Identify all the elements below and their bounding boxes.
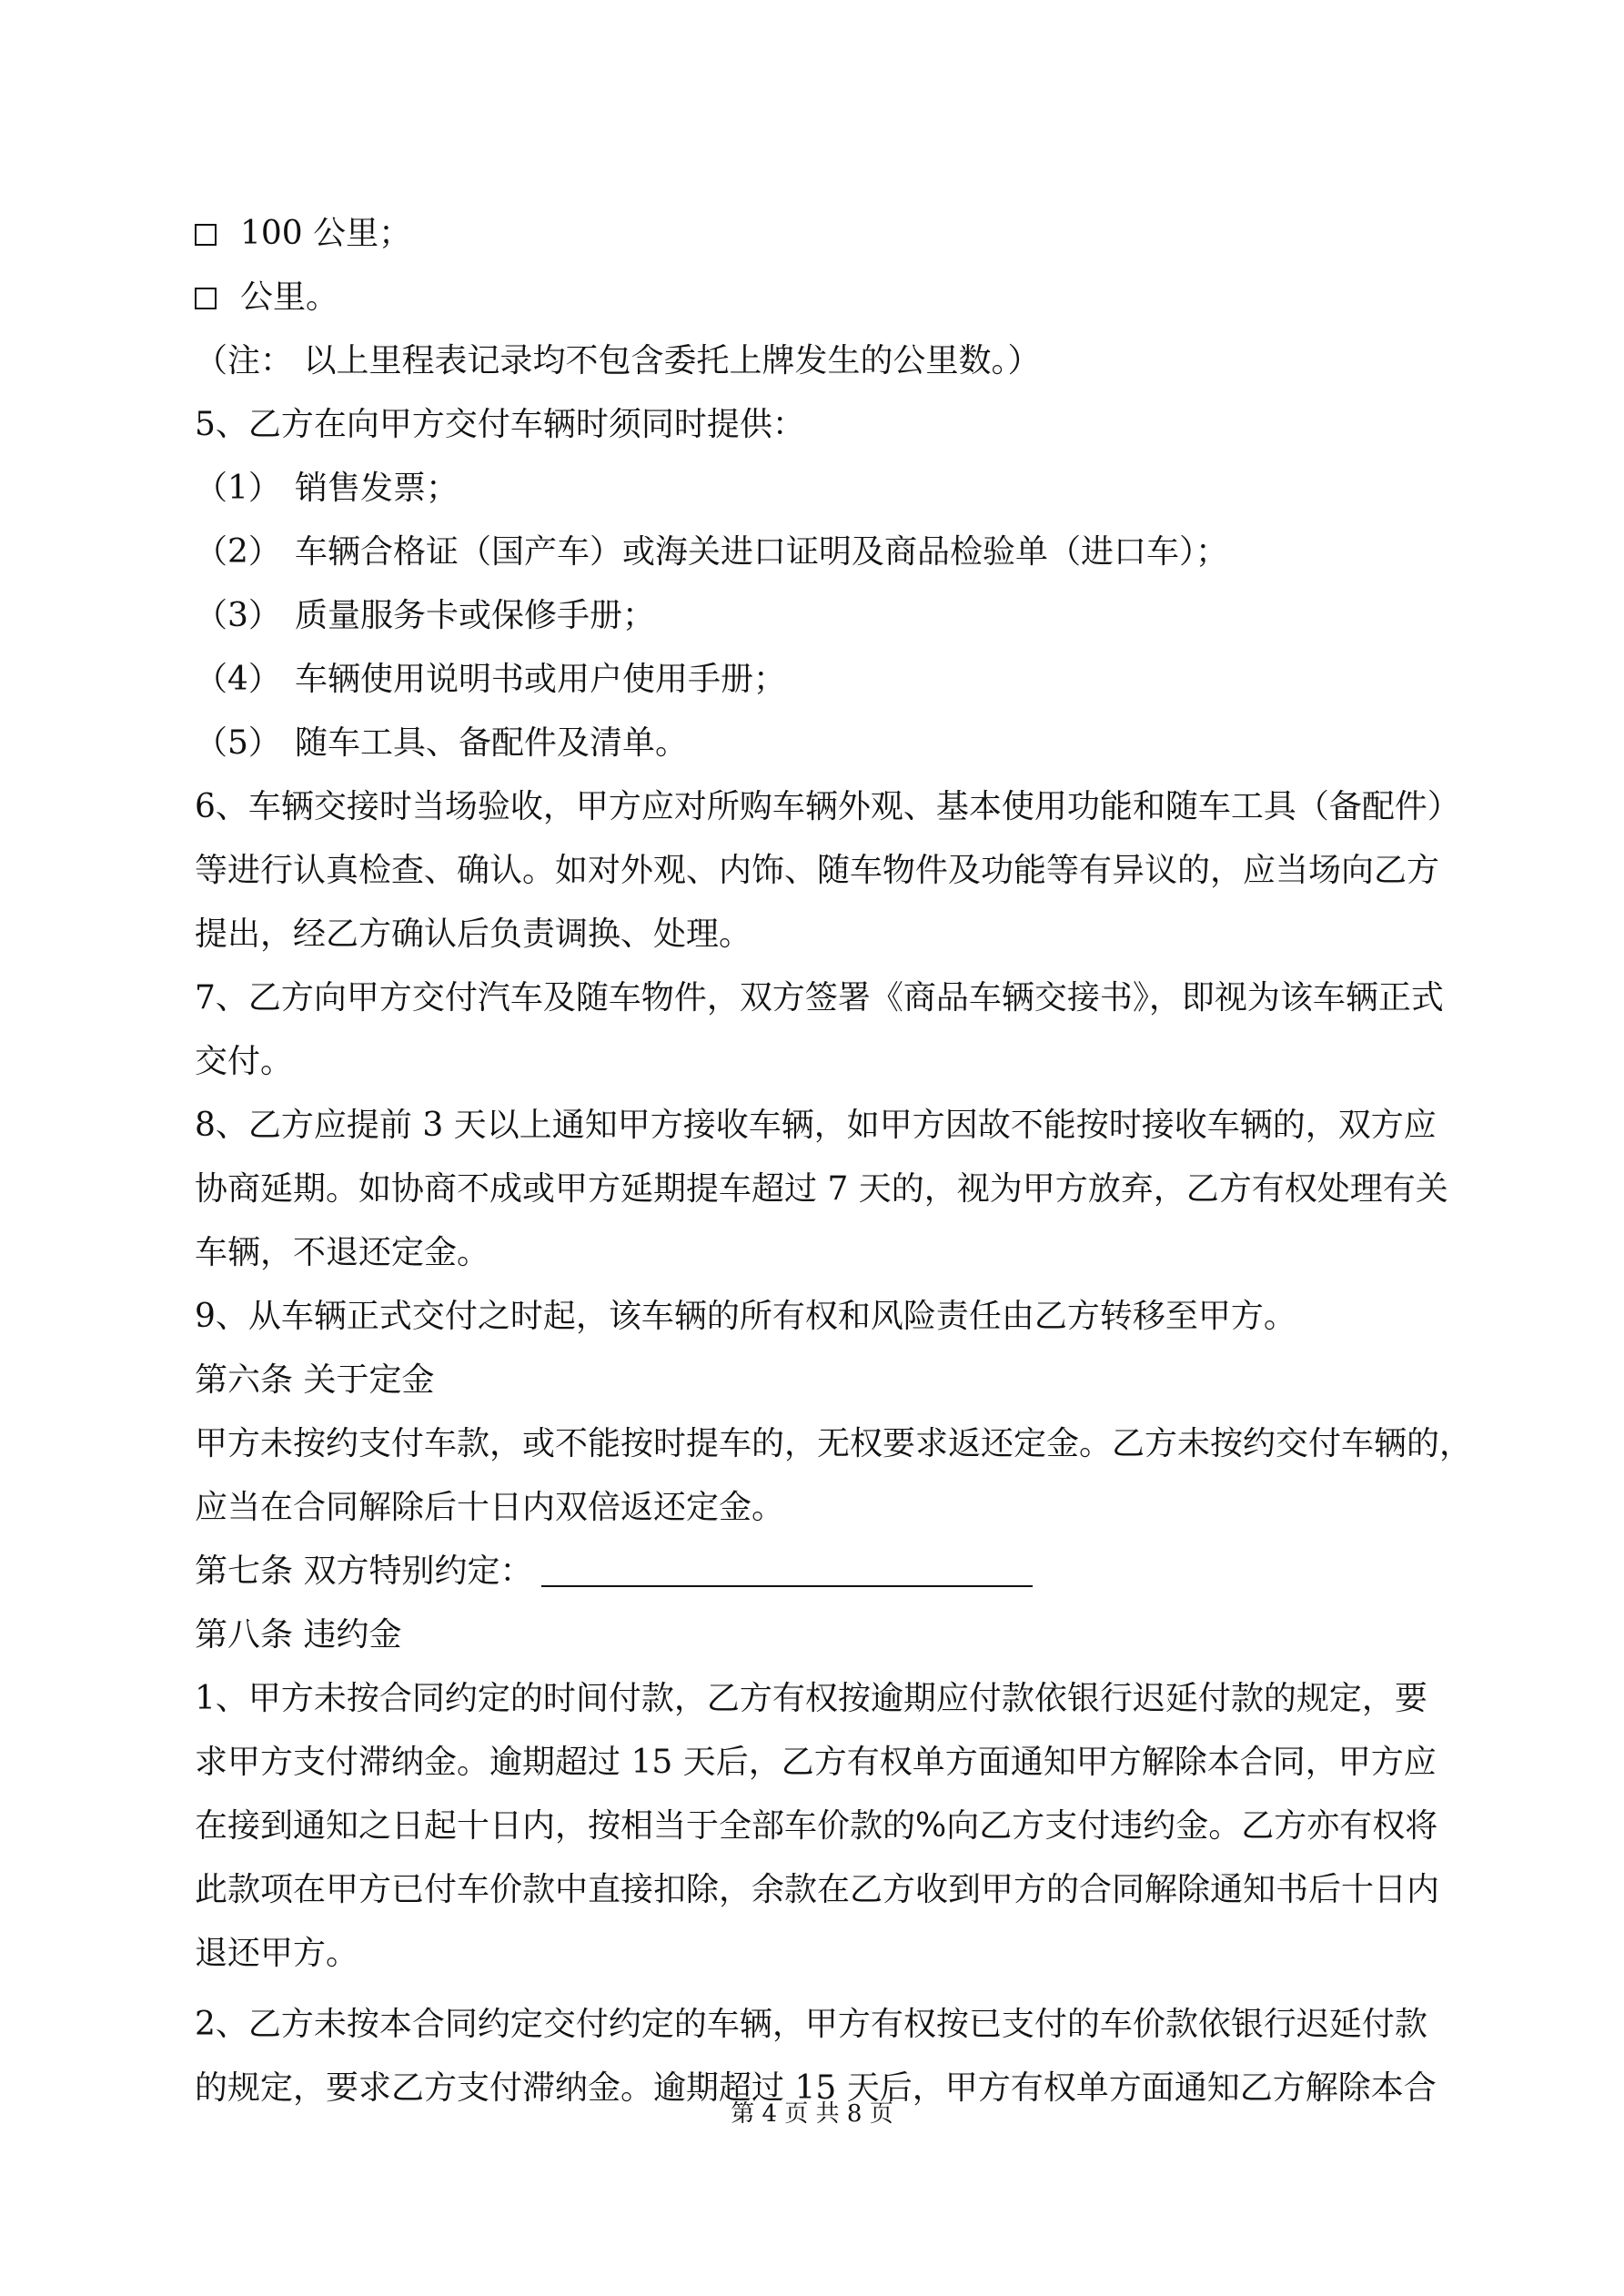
clause-5-intro: 5、乙方在向甲方交付车辆时须同时提供： <box>195 406 805 443</box>
clause-5-item: （5） 随车工具、备配件及清单。 <box>195 724 689 762</box>
article-8-paragraph-2: 2、乙方未按本合同约定交付约定的车辆，甲方有权按已支付的车价款依银行迟延付款 的规定，要求乙方支付滞纳金。逾期超过 15 天后，甲方有权单方面通知乙方解除本合 <box>195 2006 1437 2107</box>
mileage-option-2: 公里。 <box>195 266 1441 329</box>
clause-8: 8、乙方应提前 3 天以上通知甲方接收车辆，如甲方因故不能按时接收车辆的，双方应 协商延期。如协商不成或甲方延期提车超过 7 天的，视为甲方放弃，乙方有权处理有关 车辆，不退还定金。 <box>195 1107 1448 1271</box>
mileage-note: （注： 以上里程表记录均不包含委托上牌发生的公里数。） <box>195 342 1041 379</box>
article-6-title: 第六条 关于定金 <box>195 1361 435 1399</box>
clause-6: 6、车辆交接时当场验收，甲方应对所购车辆外观、基本使用功能和随车工具（备配件） 等进行认真检查、确认。如对外观、内饰、随车物件及功能等有异议的，应当场向乙方 提出，经乙方确认后负责调换、处理。 <box>195 788 1460 953</box>
page-number-footer: 第 4 页 共 8 页 <box>731 2100 893 2128</box>
article-7-title: 第七条 双方特别约定： <box>195 1540 1441 1603</box>
clause-5-item: （4） 车辆使用说明书或用户使用手册； <box>195 661 787 698</box>
clause-9: 9、从车辆正式交付之时起，该车辆的所有权和风险责任由乙方转移至甲方。 <box>195 1298 1296 1335</box>
mileage-option-1: 100 公里； <box>195 202 1441 266</box>
clause-5-item: （3） 质量服务卡或保修手册； <box>195 597 656 634</box>
checkbox-icon[interactable] <box>195 224 217 246</box>
special-agreement-blank[interactable] <box>541 1549 1033 1587</box>
article-8-title: 第八条 违约金 <box>195 1616 402 1654</box>
clause-5-item: （1） 销售发票； <box>195 470 459 507</box>
article-6-body: 甲方未按约支付车款，或不能按时提车的，无权要求返还定金。乙方未按约交付车辆的， 应当在合同解除后十日内双倍返还定金。 <box>195 1425 1473 1526</box>
page-content <box>195 202 1473 2120</box>
clause-5-item: （2） 车辆合格证（国产车）或海关进口证明及商品检验单（进口车）； <box>195 533 1229 571</box>
checkbox-icon[interactable] <box>195 288 217 309</box>
clause-7: 7、乙方向甲方交付汽车及随车物件，双方签署《商品车辆交接书》，即视为该车辆正式 交付。 <box>195 979 1444 1080</box>
article-8-paragraph-1: 1、甲方未按合同约定的时间付款，乙方有权按逾期应付款依银行迟延付款的规定，要 求甲方支付滞纳金。逾期超过 15 天后，乙方有权单方面通知甲方解除本合同，甲方应 在接到通知之日起十日内，按相当于全部车价款的%向乙方支付违约金。乙方亦有权将 此款项在甲方已付车价款中直接扣除，余款在乙方收到甲方的合同解除通知书后十日内 退还甲方。 <box>195 1680 1440 1972</box>
